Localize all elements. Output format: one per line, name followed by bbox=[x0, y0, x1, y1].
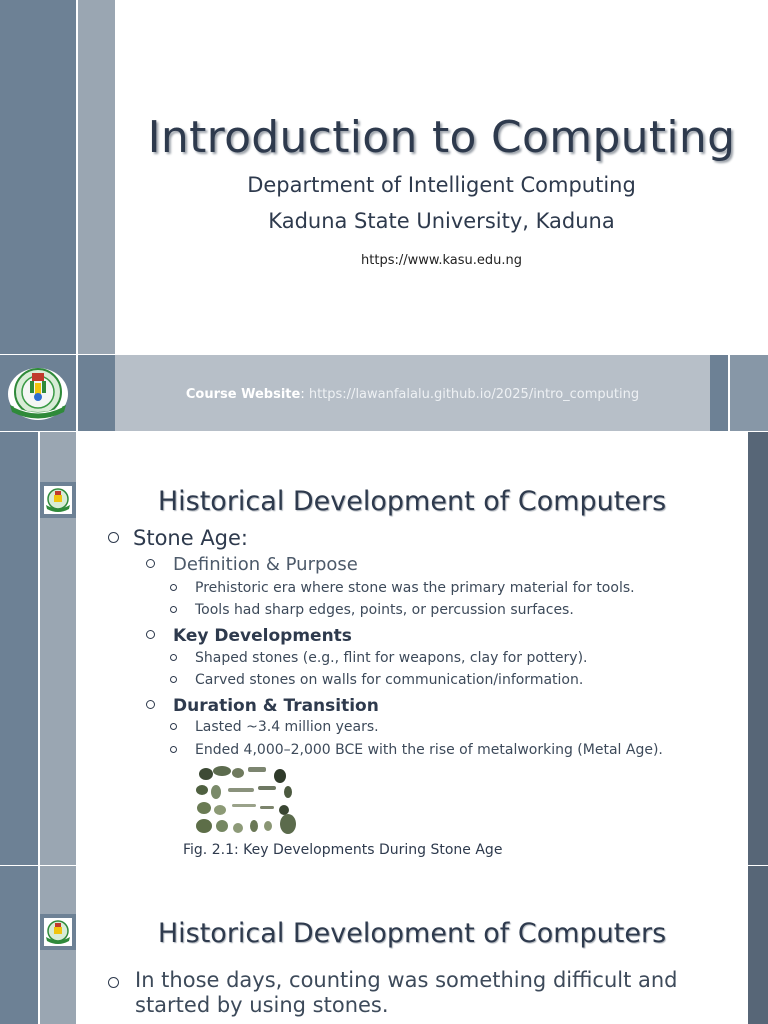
bullet-line: In those days, counting was something difficult and bbox=[135, 968, 678, 992]
bullet-key-2 bbox=[170, 672, 583, 688]
small-crest-icon bbox=[40, 482, 76, 518]
bullet-text: Ended 4,000–2,000 BCE with the rise of metalworking (Metal Age). bbox=[195, 742, 663, 758]
bullet-ring-icon bbox=[170, 654, 177, 661]
stone-tools-image bbox=[192, 762, 300, 840]
course-website-label: Course Website bbox=[185, 387, 301, 402]
bullet-text: Prehistoric era where stone was the primary material for tools. bbox=[195, 580, 635, 596]
bullet-ring-icon bbox=[108, 977, 119, 988]
university-name: Kaduna State University, Kaduna bbox=[268, 209, 615, 233]
slide3-right-bar bbox=[748, 866, 768, 1024]
bullet-text: Definition & Purpose bbox=[173, 554, 358, 575]
university-url[interactable]: https://www.kasu.edu.ng bbox=[361, 253, 522, 268]
left-bar-dark bbox=[0, 0, 76, 354]
page-title: Introduction to Computing bbox=[147, 112, 736, 163]
bullet-text: Key Developments bbox=[173, 626, 352, 646]
bullet-text: Stone Age: bbox=[133, 526, 249, 550]
slide3-bullet bbox=[110, 968, 710, 1018]
bullet-def-1 bbox=[170, 580, 635, 596]
bullet-text: Lasted ~3.4 million years. bbox=[195, 719, 379, 735]
bullet-ring-icon bbox=[108, 532, 119, 543]
bullet-ring-icon bbox=[170, 723, 177, 730]
bullet-duration bbox=[146, 696, 379, 716]
bullet-text: Tools had sharp edges, points, or percussion surfaces. bbox=[195, 602, 574, 618]
bullet-line: started by using stones. bbox=[135, 993, 389, 1017]
bullet-ring-icon bbox=[146, 700, 155, 709]
bullet-ring-icon bbox=[170, 584, 177, 591]
bullet-ring-icon bbox=[170, 606, 177, 613]
slide3-heading: Historical Development of Computers bbox=[157, 918, 667, 949]
band-right-light bbox=[730, 355, 768, 431]
bullet-key-1 bbox=[170, 650, 588, 666]
university-crest-icon bbox=[0, 355, 76, 431]
bullet-ring-icon bbox=[146, 559, 155, 568]
band-right-dark bbox=[710, 355, 728, 431]
department-name: Department of Intelligent Computing bbox=[247, 173, 636, 197]
bullet-ring-icon bbox=[170, 746, 177, 753]
bullet-stone-age bbox=[108, 526, 248, 550]
bullet-definition bbox=[146, 554, 358, 575]
course-website-link[interactable]: https://lawanfalalu.github.io/2025/intro_computing bbox=[308, 387, 640, 402]
bullet-def-2 bbox=[170, 602, 574, 618]
bullet-key-developments bbox=[146, 626, 352, 646]
figure-caption: Fig. 2.1: Key Developments During Stone Age bbox=[183, 842, 503, 858]
slide3-left-bar-dark bbox=[0, 866, 38, 1024]
course-website-line bbox=[115, 387, 710, 402]
bullet-dur-2 bbox=[170, 742, 663, 758]
slide2-right-bar bbox=[748, 432, 768, 865]
slide2-heading: Historical Development of Computers bbox=[157, 486, 667, 517]
bullet-ring-icon bbox=[170, 676, 177, 683]
bullet-ring-icon bbox=[146, 630, 155, 639]
small-crest-icon bbox=[40, 914, 76, 950]
slide2-left-bar-dark bbox=[0, 432, 38, 865]
bullet-text: Duration & Transition bbox=[173, 696, 379, 716]
bullet-text: Carved stones on walls for communication/information. bbox=[195, 672, 584, 688]
left-bar-light bbox=[78, 0, 115, 354]
band-accent bbox=[78, 355, 115, 431]
bullet-text: Shaped stones (e.g., flint for weapons, clay for pottery). bbox=[195, 650, 588, 666]
bullet-dur-1 bbox=[170, 719, 379, 735]
course-website-separator: : bbox=[300, 387, 309, 402]
